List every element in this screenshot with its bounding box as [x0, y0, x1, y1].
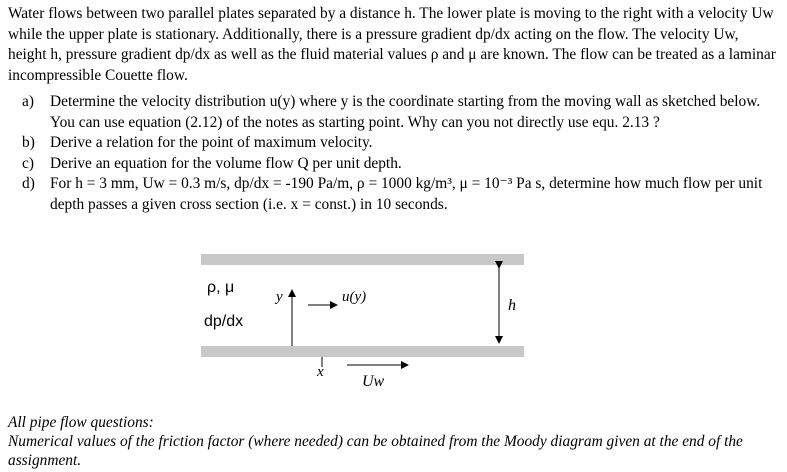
question-label: b)	[22, 134, 35, 151]
question-text: Derive a relation for the point of maximum velocity.	[50, 134, 373, 151]
wall-velocity-text: Uw	[362, 373, 385, 390]
question-text: Determine the velocity distribution u(y) where y is the coordinate starting from the moving wall as sketched below. You can use equation (2.12) of the notes as starting point. Why can you not directly use equ. 2.13 ?	[50, 93, 761, 131]
upper-plate	[201, 254, 524, 265]
wall-velocity-label	[362, 373, 385, 390]
question-label: c)	[22, 154, 34, 172]
lower-plate	[201, 346, 524, 357]
x-axis-label: x	[317, 364, 324, 380]
problem-intro: Water flows between two parallel plates separated by a distance h. The lower plate is moving to the right with a velocity Uw while the upper plate is stationary. Additionally, there is a pressure gradient dp/dx acting on the flow. The velocity Uw, height h, pressure gradient dp/dx as well as the fluid material values ρ and μ are known. The flow can be treated as a laminar incompressible Couette flow.	[8, 5, 776, 84]
footnote-text: Numerical values of the friction factor (where needed) can be obtained from the Moody diagram given at the end of the assignment.	[8, 433, 743, 469]
pressure-gradient-label: dp/dx	[204, 313, 244, 330]
question-label: d)	[22, 175, 35, 192]
question-label: a)	[22, 93, 34, 110]
footnote-heading: All pipe flow questions:	[8, 414, 154, 431]
height-label: h	[508, 297, 516, 314]
question-text: Derive an equation for the volume flow Q per unit depth.	[50, 154, 402, 172]
y-axis-label: y	[276, 289, 283, 305]
fluid-properties-label: ρ, μ	[207, 279, 235, 296]
velocity-profile-label: u(y)	[342, 289, 367, 305]
footnote	[8, 413, 780, 470]
question-text: For h = 3 mm, Uw = 0.3 m/s, dp/dx = -190 Pa/m, ρ = 1000 kg/m³, μ = 10⁻³ Pa s, determine how much flow per unit depth passes a given cross section (i.e. x = const.) in 10 seconds.	[50, 175, 763, 213]
